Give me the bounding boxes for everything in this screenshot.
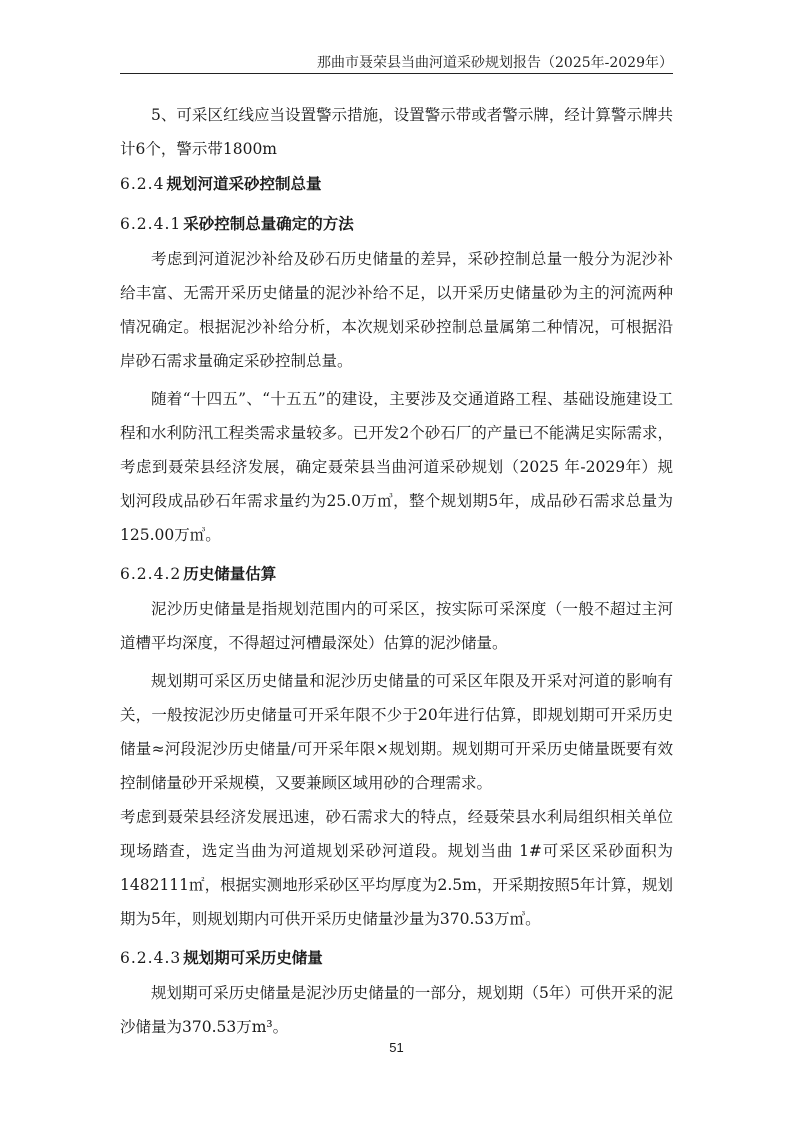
paragraph-historical-estimate: 规划期可采区历史储量和泥沙历史储量的可采区年限及开采对河道的影响有关，一般按泥沙历史储量可开采年限不少于20年进行估算，即规划期可开采历史储量≈河段泥沙历史储量/可开采年限×规划期。规划期可开采历史储量既要有效控制储量砂开采规模，又要兼顾区域用砂的合理需求。 bbox=[120, 672, 673, 792]
header-divider bbox=[120, 73, 673, 74]
section-heading-6-2-4-2 bbox=[120, 556, 673, 592]
section-title: 采砂控制总量确定的方法 bbox=[183, 214, 354, 233]
section-number: 6.2.4.3 bbox=[120, 949, 182, 967]
section-heading-6-2-4 bbox=[120, 166, 673, 202]
paragraph-planned-reserve: 规划期可采历史储量是泥沙历史储量的一部分，规划期（5年）可供开采的泥沙储量为370.53万m³。 bbox=[120, 984, 673, 1036]
page-header: 那曲市聂荣县当曲河道采砂规划报告（2025年-2029年） bbox=[317, 55, 673, 71]
document-body bbox=[120, 98, 673, 1044]
section-title: 规划期可采历史储量 bbox=[183, 948, 323, 967]
paragraph-selection: 考虑到聂荣县经济发展迅速，砂石需求大的特点，经聂荣县水利局组织相关单位现场踏查，选定当曲为河道规划采砂河道段。规划当曲 1#可采区采砂面积为1482111㎡，根据实测地形采砂区平均厚度为2.5m，开采期按照5年计算，规划期为5年，则规划期内可供开采历史储量沙量为370.53万㎥。 bbox=[120, 808, 673, 928]
section-heading-6-2-4-1 bbox=[120, 206, 673, 242]
section-number: 6.2.4.1 bbox=[120, 215, 182, 233]
paragraph-historical-definition: 泥沙历史储量是指规划范围内的可采区，按实际可采深度（一般不超过主河道槽平均深度，不得超过河槽最深处）估算的泥沙储量。 bbox=[120, 600, 673, 652]
page-number: 51 bbox=[389, 1040, 404, 1055]
section-title: 规划河道采砂控制总量 bbox=[166, 174, 322, 193]
section-heading-6-2-4-3 bbox=[120, 940, 673, 976]
paragraph-method: 考虑到河道泥沙补给及砂石历史储量的差异，采砂控制总量一般分为泥沙补给丰富、无需开采历史储量的泥沙补给不足，以开采历史储量砂为主的河流两种情况确定。根据泥沙补给分析，本次规划采砂控制总量属第二种情况，可根据沿岸砂石需求量确定采砂控制总量。 bbox=[120, 250, 673, 370]
section-title: 历史储量估算 bbox=[183, 564, 277, 583]
section-number: 6.2.4 bbox=[120, 175, 165, 193]
paragraph-demand: 随着“十四五”、“十五五”的建设，主要涉及交通道路工程、基础设施建设工程和水利防汛工程类需求量较多。已开发2个砂石厂的产量已不能满足实际需求，考虑到聂荣县经济发展，确定聂荣县当曲河道采砂规划（2025 年-2029年）规划河段成品砂石年需求量约为25.0万㎥，整个规划期5年，成品砂石需求总量为125.00万㎥。 bbox=[120, 390, 673, 544]
section-number: 6.2.4.2 bbox=[120, 565, 182, 583]
paragraph-warning-measures: 5、可采区红线应当设置警示措施，设置警示带或者警示牌，经计算警示牌共计6个，警示带1800m bbox=[120, 106, 673, 158]
